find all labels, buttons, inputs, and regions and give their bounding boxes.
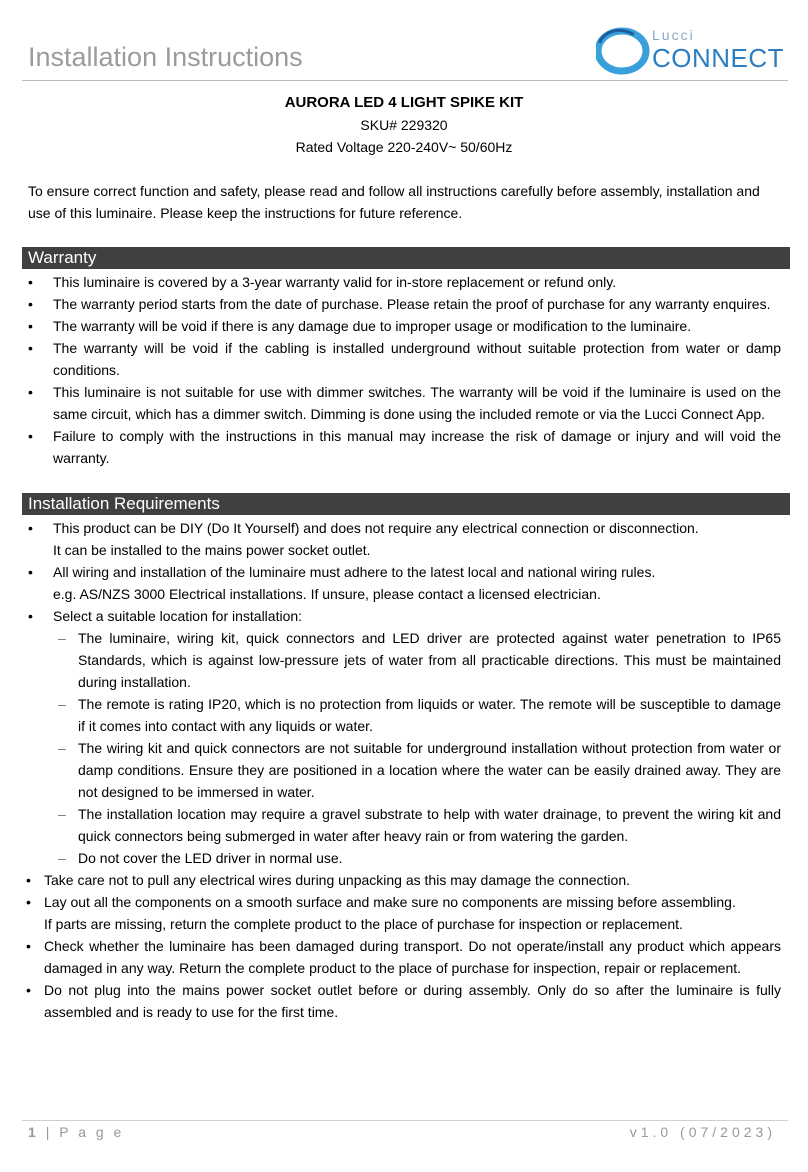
- dash-icon: –: [58, 630, 66, 646]
- footer-divider: [22, 1120, 788, 1121]
- bullet-icon: •: [26, 938, 31, 954]
- dash-icon: –: [58, 740, 66, 756]
- bullet-icon: •: [28, 296, 33, 312]
- warranty-list: [0, 271, 808, 469]
- bullet-icon: •: [28, 384, 33, 400]
- list-item: • Select a suitable location for installation:: [0, 605, 808, 627]
- logo-lucci-text: Lucci: [652, 27, 695, 43]
- warranty-heading: Warranty: [22, 247, 790, 269]
- list-item: • The warranty will be void if there is any damage due to improper usage or modification to the luminaire.: [0, 315, 808, 337]
- page-header: [0, 0, 808, 90]
- list-item: • Lay out all the components on a smooth surface and make sure no components are missing before assembling. If parts are missing, return the complete product to the place of purchase for inspection or replacement.: [0, 891, 808, 935]
- list-item: • Failure to comply with the instructions in this manual may increase the risk of damage or injury and will void the warranty.: [0, 425, 808, 469]
- bullet-icon: •: [28, 428, 33, 444]
- list-item: • The warranty will be void if the cabling is installed underground without suitable protection from water or damp conditions.: [0, 337, 808, 381]
- document-version: v1.0 (07/2023): [629, 1124, 776, 1140]
- header-divider: [22, 80, 788, 81]
- bullet-icon: •: [28, 340, 33, 356]
- page-number: 1: [28, 1124, 39, 1140]
- bullet-icon: •: [28, 274, 33, 290]
- bullet-icon: •: [26, 872, 31, 888]
- bullet-icon: •: [26, 982, 31, 998]
- bullet-icon: •: [28, 608, 33, 624]
- product-voltage: Rated Voltage 220-240V~ 50/60Hz: [295, 139, 513, 155]
- bullet-icon: •: [28, 564, 33, 580]
- dash-icon: –: [58, 696, 66, 712]
- product-name: AURORA LED 4 LIGHT SPIKE KIT: [284, 94, 524, 111]
- requirements-list: [0, 517, 808, 1023]
- page-indicator: [28, 1124, 124, 1140]
- intro-paragraph: To ensure correct function and safety, please read and follow all instructions carefully before assembly, installation and use of this luminaire. Please keep the instructions for future reference.: [28, 183, 760, 221]
- list-item: • Take care not to pull any electrical wires during unpacking as this may damage the connection.: [0, 869, 808, 891]
- sub-list-item: – The installation location may require a gravel substrate to help with water drainage, to prevent the wiring kit and quick connectors being submerged in water after heavy rain or from watering the garden.: [0, 803, 808, 847]
- bullet-icon: •: [26, 894, 31, 910]
- page-label: | P a g e: [45, 1124, 125, 1140]
- installation-requirements-heading: Installation Requirements: [22, 493, 790, 515]
- document-title: Installation Instructions: [28, 42, 303, 72]
- product-sku: SKU# 229320: [360, 117, 448, 133]
- product-title-block: [0, 92, 808, 158]
- list-item: • Check whether the luminaire has been damaged during transport. Do not operate/install any product which appears damaged in any way. Return the complete product to the place of purchase for inspection, repair or replacement.: [0, 935, 808, 979]
- list-item: • This luminaire is not suitable for use with dimmer switches. The warranty will be void if the luminaire is used on the same circuit, which has a dimmer switch. Dimming is done using the included remote or via the Lucci Connect App.: [0, 381, 808, 425]
- sub-list-item: – Do not cover the LED driver in normal use.: [0, 847, 808, 869]
- dash-icon: –: [58, 850, 66, 866]
- list-item: • This product can be DIY (Do It Yourself) and does not require any electrical connection or disconnection. It can be installed to the mains power socket outlet.: [0, 517, 808, 561]
- dash-icon: –: [58, 806, 66, 822]
- lucci-connect-logo: [596, 26, 788, 76]
- logo-ring-icon: [596, 26, 650, 76]
- list-item: • The warranty period starts from the date of purchase. Please retain the proof of purchase for any warranty enquires.: [0, 293, 808, 315]
- sub-list-item: – The luminaire, wiring kit, quick connectors and LED driver are protected against water penetration to IP65 Standards, which is against low-pressure jets of water from all practicable directions. This must be maintained during installation.: [0, 627, 808, 693]
- logo-connect-text: CONNECT: [652, 43, 785, 73]
- bullet-icon: •: [28, 520, 33, 536]
- list-item: • Do not plug into the mains power socket outlet before or during assembly. Only do so after the luminaire is fully assembled and is ready to use for the first time.: [0, 979, 808, 1023]
- sub-list-item: – The wiring kit and quick connectors are not suitable for underground installation without protection from water or damp conditions. Ensure they are positioned in a location where the water can be easily drained away. They are not designed to be immersed in water.: [0, 737, 808, 803]
- bullet-icon: •: [28, 318, 33, 334]
- list-item: • All wiring and installation of the luminaire must adhere to the latest local and national wiring rules. e.g. AS/NZS 3000 Electrical installations. If unsure, please contact a licensed electrician.: [0, 561, 808, 605]
- list-item: • This luminaire is covered by a 3-year warranty valid for in-store replacement or refund only.: [0, 271, 808, 293]
- sub-list-item: – The remote is rating IP20, which is no protection from liquids or water. The remote will be susceptible to damage if it comes into contact with any liquids or water.: [0, 693, 808, 737]
